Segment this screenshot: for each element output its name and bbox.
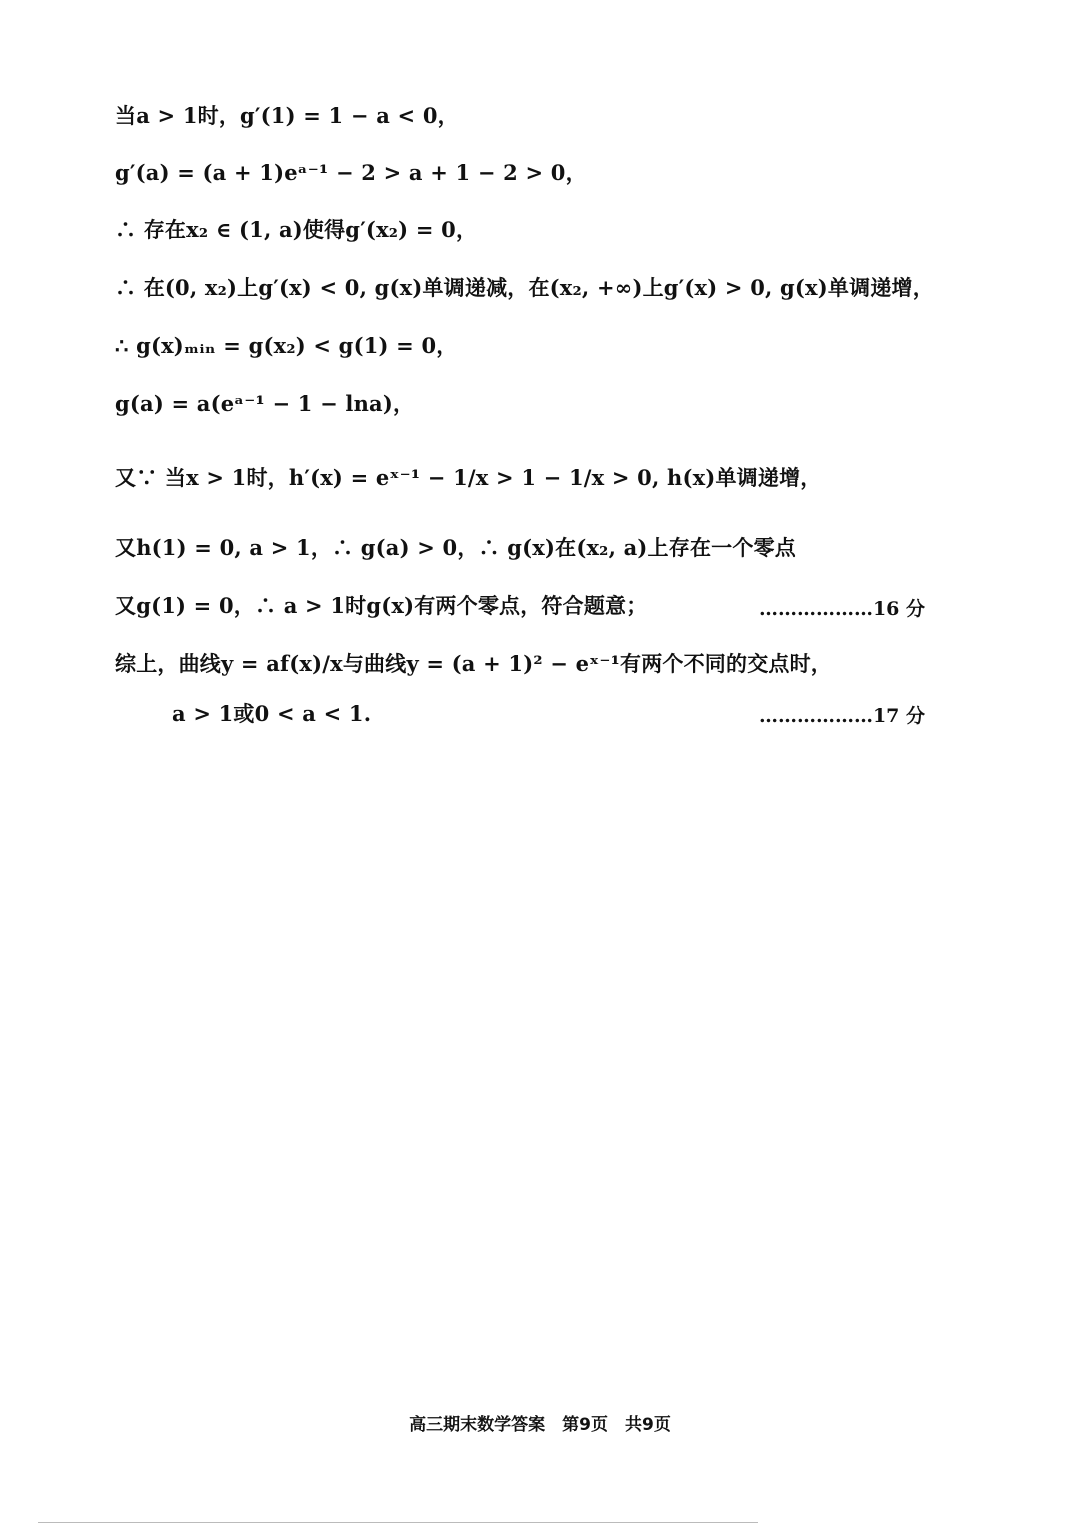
solution-line-6: g(a) = a(eᵃ⁻¹ − 1 − lna)， <box>115 391 415 416</box>
solution-line-1: 当a > 1时，g′(1) = 1 − a < 0， <box>115 103 459 128</box>
solution-line-11: a > 1或0 < a < 1. <box>172 701 372 726</box>
solution-line-2: g′(a) = (a + 1)eᵃ⁻¹ − 2 > a + 1 − 2 > 0， <box>115 160 587 185</box>
solution-line-4: ∴ 在(0, x₂)上g′(x) < 0, g(x)单调递减，在(x₂, +∞)上g′(x) > 0, g(x)单调递增， <box>115 275 934 300</box>
bottom-rule <box>38 1522 758 1523</box>
page-footer: 高三期末数学答案 第9页 共9页 <box>409 1415 671 1435</box>
score-17: ………………17 分 <box>758 705 925 727</box>
solution-line-8: 又h(1) = 0, a > 1，∴ g(a) > 0，∴ g(x)在(x₂, a)上存在一个零点 <box>115 535 796 560</box>
score-16: ………………16 分 <box>758 598 925 620</box>
solution-line-10: 综上，曲线y = af(x)/x与曲线y = (a + 1)² − eˣ⁻¹有两个不同的交点时， <box>115 651 833 676</box>
solution-line-7: 又∵ 当x > 1时，h′(x) = eˣ⁻¹ − 1/x > 1 − 1/x > 0, h(x)单调递增， <box>115 465 822 490</box>
solution-line-9: 又g(1) = 0，∴ a > 1时g(x)有两个零点，符合题意； <box>115 593 648 618</box>
solution-line-3: ∴ 存在x₂ ∈ (1, a)使得g′(x₂) = 0， <box>115 217 478 242</box>
solution-line-5: ∴ g(x)ₘᵢₙ = g(x₂) < g(1) = 0， <box>115 333 458 358</box>
